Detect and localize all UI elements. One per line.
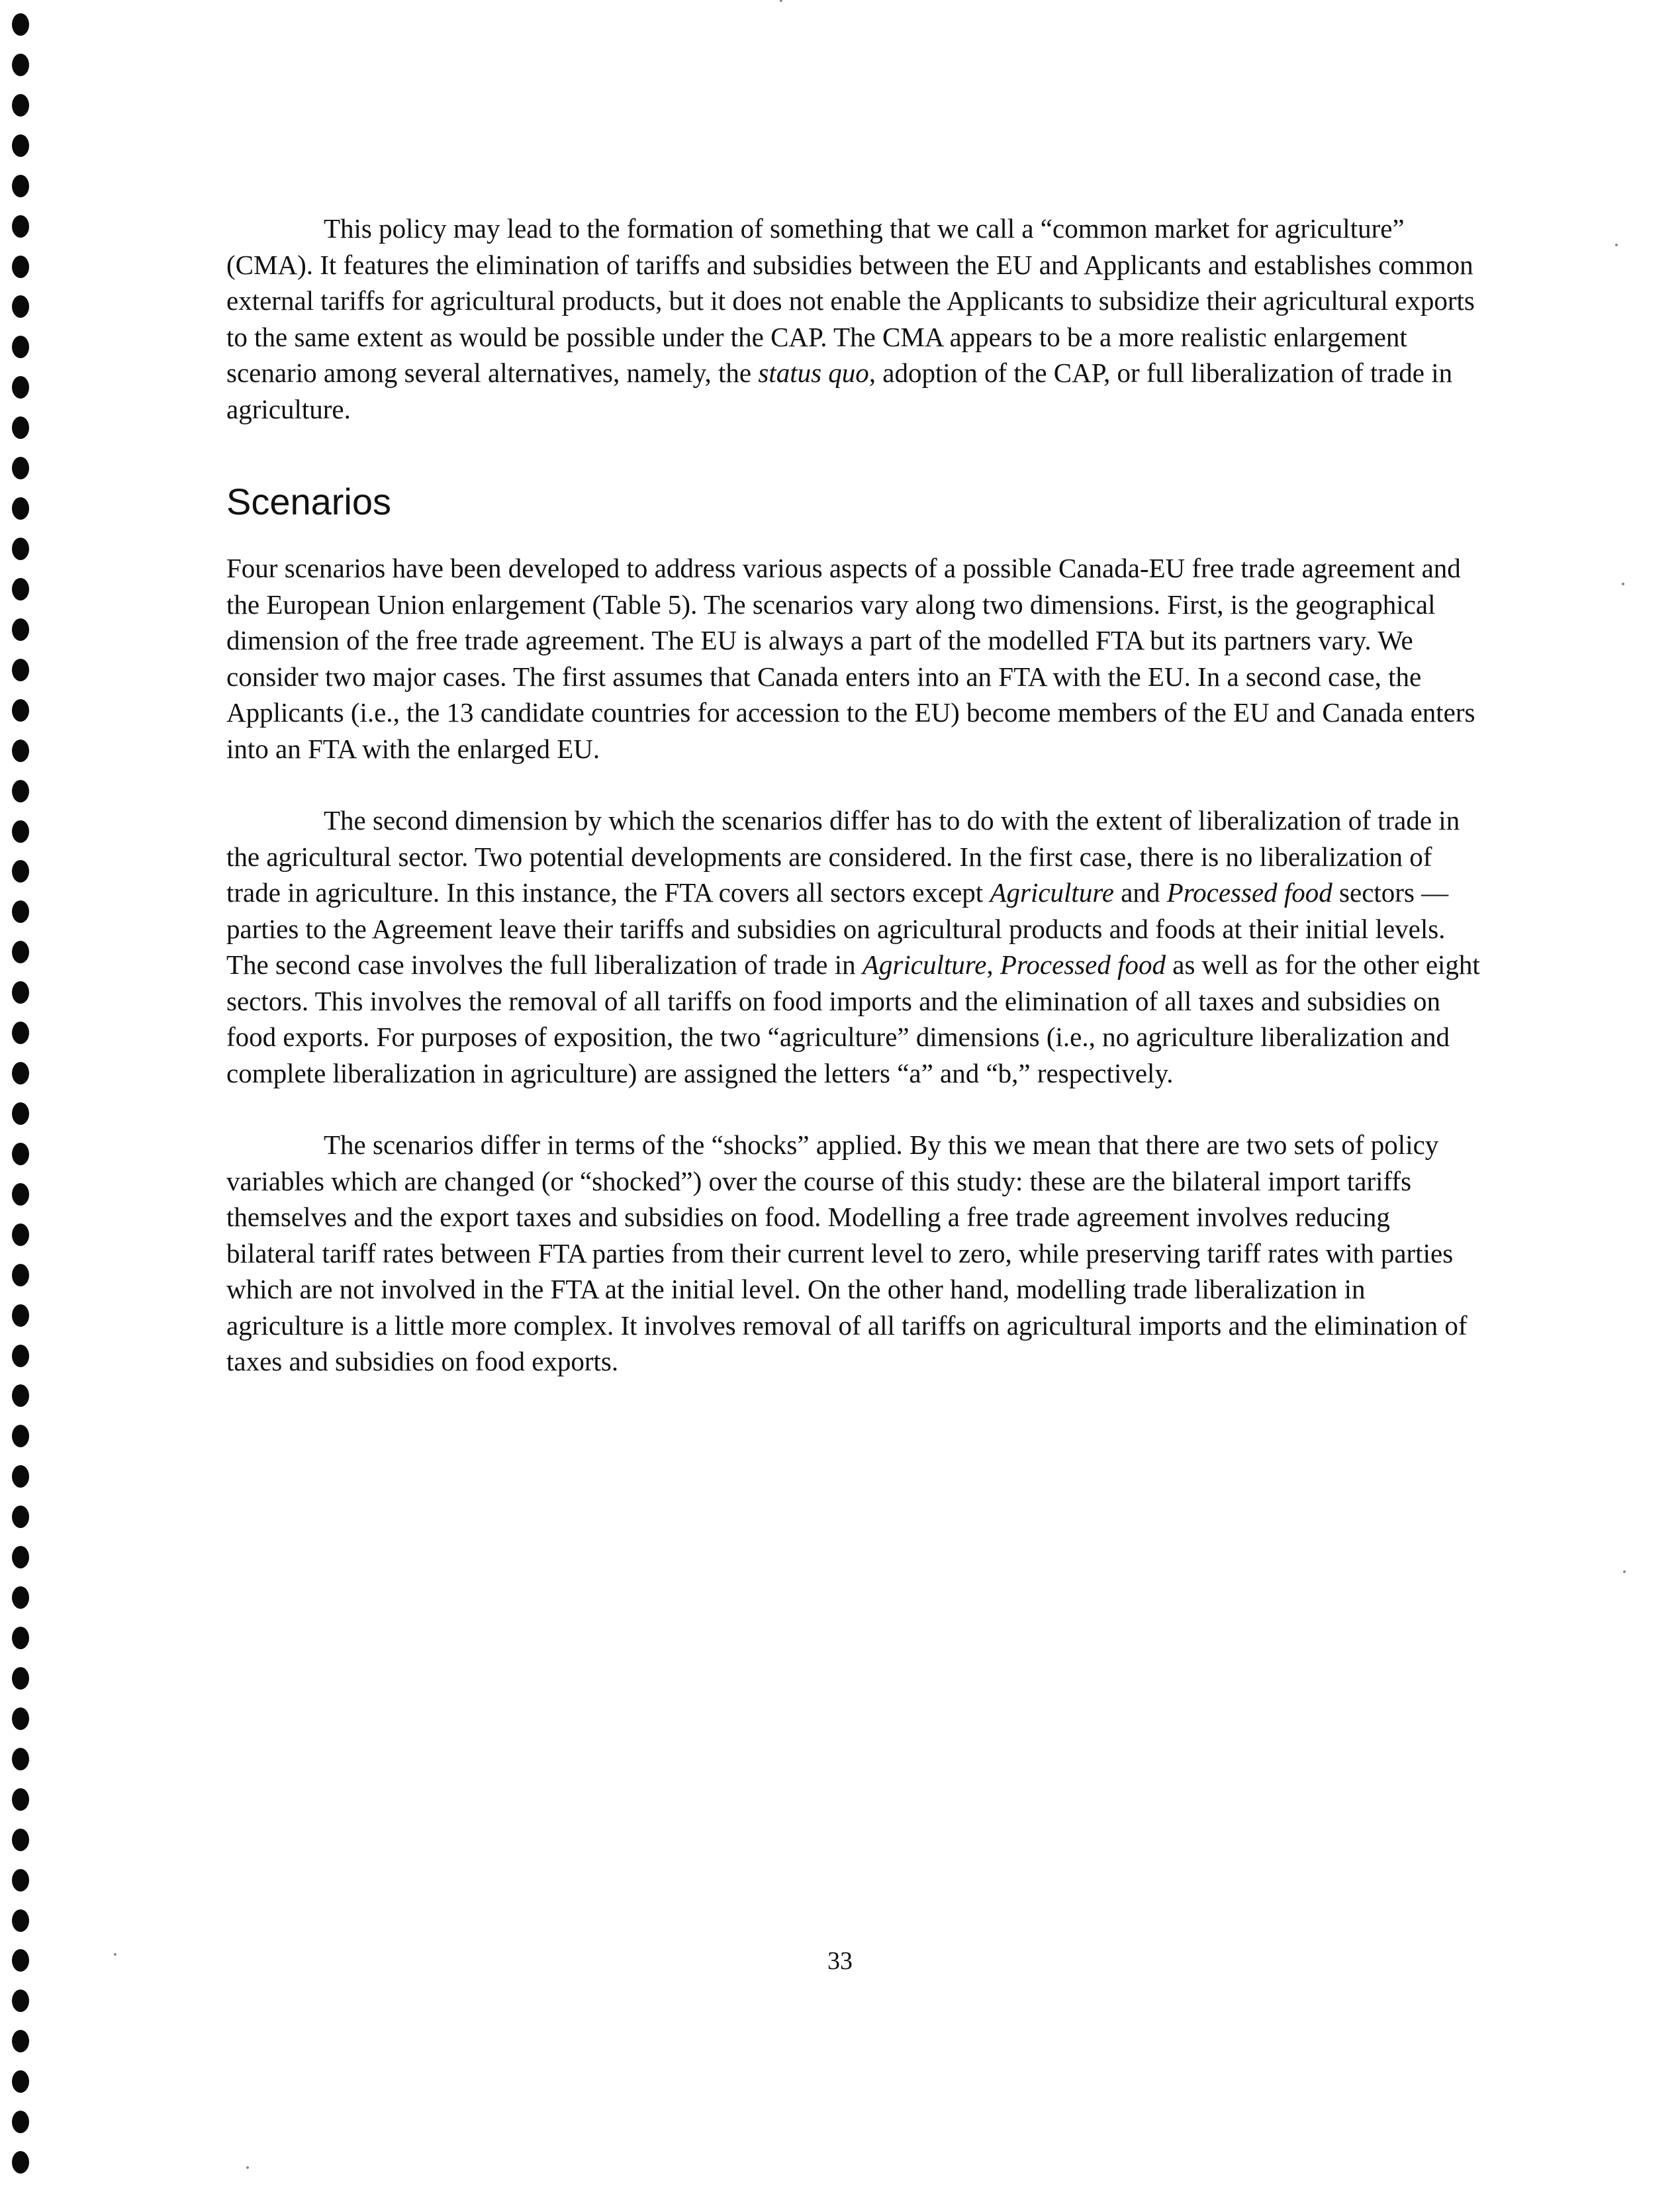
binding-hole	[12, 941, 29, 963]
binding-hole	[12, 1627, 29, 1649]
binding-hole	[12, 416, 29, 439]
binding-hole	[12, 1546, 29, 1568]
binding-hole	[12, 860, 29, 883]
scan-speck	[780, 0, 782, 2]
binding-hole	[12, 1264, 29, 1286]
binding-hole	[12, 1223, 29, 1246]
binding-hole	[12, 699, 29, 722]
binding-hole	[12, 1384, 29, 1407]
binding-hole	[12, 1143, 29, 1165]
binding-hole	[12, 1748, 29, 1770]
binding-hole	[12, 1989, 29, 2012]
binding-hole	[12, 134, 29, 157]
binding-hole	[12, 1304, 29, 1327]
binding-hole	[12, 13, 29, 36]
binding-hole	[12, 2070, 29, 2093]
binding-hole	[12, 578, 29, 600]
binding-hole	[12, 54, 29, 76]
binding-hole	[12, 1909, 29, 1932]
italic-status-quo: status quo	[758, 358, 869, 388]
binding-hole	[12, 820, 29, 843]
binding-hole	[12, 497, 29, 520]
binding-hole	[12, 1465, 29, 1488]
binding-hole	[12, 1869, 29, 1892]
paragraph-second-dimension	[226, 802, 1484, 1091]
italic-agriculture: Agriculture	[990, 877, 1114, 908]
scan-speck	[1622, 583, 1624, 585]
binding-hole	[12, 659, 29, 681]
spiral-binding	[9, 13, 33, 2191]
scan-speck	[246, 2166, 249, 2169]
paragraph-cma-text: This policy may lead to the formation of something that we call a “common market for agriculture” (CMA). It features the elimination of tariffs and subsidies between the EU and Applicants and establishes common external tariffs for agricultural products, but it does not enable the Applicants to subsidize their agricultural exports to the same extent as would be possible under the CAP. The CMA appears to be a more realistic enlargement scenario among several alternatives, namely, the	[226, 213, 1475, 388]
binding-hole	[12, 1345, 29, 1367]
binding-hole	[12, 2151, 29, 2174]
binding-hole	[12, 1022, 29, 1044]
binding-hole	[12, 376, 29, 399]
binding-hole	[12, 1667, 29, 1690]
binding-hole	[12, 336, 29, 358]
binding-hole	[12, 1506, 29, 1528]
scan-speck	[1623, 1570, 1626, 1573]
binding-hole	[12, 900, 29, 923]
binding-hole	[12, 2030, 29, 2052]
binding-hole	[12, 215, 29, 238]
paragraph-second-dimension-text-4: as well as for the other eight sectors. This involves the removal of all tariffs on food imports and the elimination of all taxes and subsidies on food exports. For purposes of exposition, the two “agriculture” dimensions (i.e., no agriculture liberalization and complete liberalization in agriculture) are assigned the letters “a” and “b,” respectively.	[226, 949, 1480, 1088]
binding-hole	[12, 780, 29, 802]
page-body	[226, 211, 1484, 1380]
scan-speck	[1615, 244, 1618, 246]
binding-hole	[12, 1425, 29, 1447]
italic-agriculture-processed-food: Agriculture, Processed food	[862, 949, 1166, 980]
binding-hole	[12, 538, 29, 560]
paragraph-second-dimension-text-1: The second dimension by which the scenarios differ has to do with the extent of liberalization of trade in the agricultural sector. Two potential developments are considered. In the first case, there is no liberalization of trade in agriculture. In this instance, the FTA covers all sectors except	[226, 805, 1460, 908]
binding-hole	[12, 1102, 29, 1125]
binding-hole	[12, 1829, 29, 1851]
binding-hole	[12, 1788, 29, 1811]
binding-hole	[12, 981, 29, 1004]
binding-hole	[12, 2111, 29, 2133]
binding-hole	[12, 618, 29, 641]
binding-hole	[12, 1183, 29, 1206]
binding-hole	[12, 175, 29, 197]
binding-hole	[12, 1062, 29, 1084]
paragraph-cma-text-end: , adoption of the CAP, or full liberalization of trade in agriculture.	[226, 358, 1453, 424]
binding-hole	[12, 1586, 29, 1609]
binding-hole	[12, 256, 29, 278]
paragraph-cma	[226, 211, 1484, 427]
section-heading-scenarios: Scenarios	[226, 481, 392, 522]
paragraph-second-dimension-text-2: and	[1113, 877, 1167, 908]
binding-hole	[12, 1707, 29, 1730]
scan-speck	[114, 1953, 117, 1956]
binding-hole	[12, 740, 29, 762]
italic-processed-food: Processed food	[1166, 877, 1332, 908]
binding-hole	[12, 94, 29, 117]
binding-hole	[12, 457, 29, 479]
paragraph-four-scenarios: Four scenarios have been developed to address various aspects of a possible Canada-EU free trade agreement and the European Union enlargement (Table 5). The scenarios vary along two dimensions. First, is the geographical dimension of the free trade agreement. The EU is always a part of the modelled FTA but its partners vary. We consider two major cases. The first assumes that Canada enters into an FTA with the EU. In a second case, the Applicants (i.e., the 13 candidate countries for accession to the EU) become members of the EU and Canada enters into an FTA with the enlarged EU.	[226, 553, 1475, 764]
paragraph-second-dimension-text-3: sectors — parties to the Agreement leave their tariffs and subsidies on agricultural products and foods at their initial levels. The second case involves the full liberalization of trade in	[226, 877, 1449, 980]
page-number: 33	[827, 1947, 853, 1975]
paragraph-shocks: The scenarios differ in terms of the “shocks” applied. By this we mean that there are two sets of policy variables which are changed (or “shocked”) over the course of this study: these are the bilateral import tariffs themselves and the export taxes and subsidies on food. Modelling a free trade agreement involves reducing bilateral tariff rates between FTA parties from their current level to zero, while preserving tariff rates with parties which are not involved in the FTA at the initial level. On the other hand, modelling trade liberalization in agriculture is a little more complex. It involves removal of all tariffs on agricultural imports and the elimination of taxes and subsidies on food exports.	[226, 1129, 1468, 1376]
binding-hole	[12, 295, 29, 318]
